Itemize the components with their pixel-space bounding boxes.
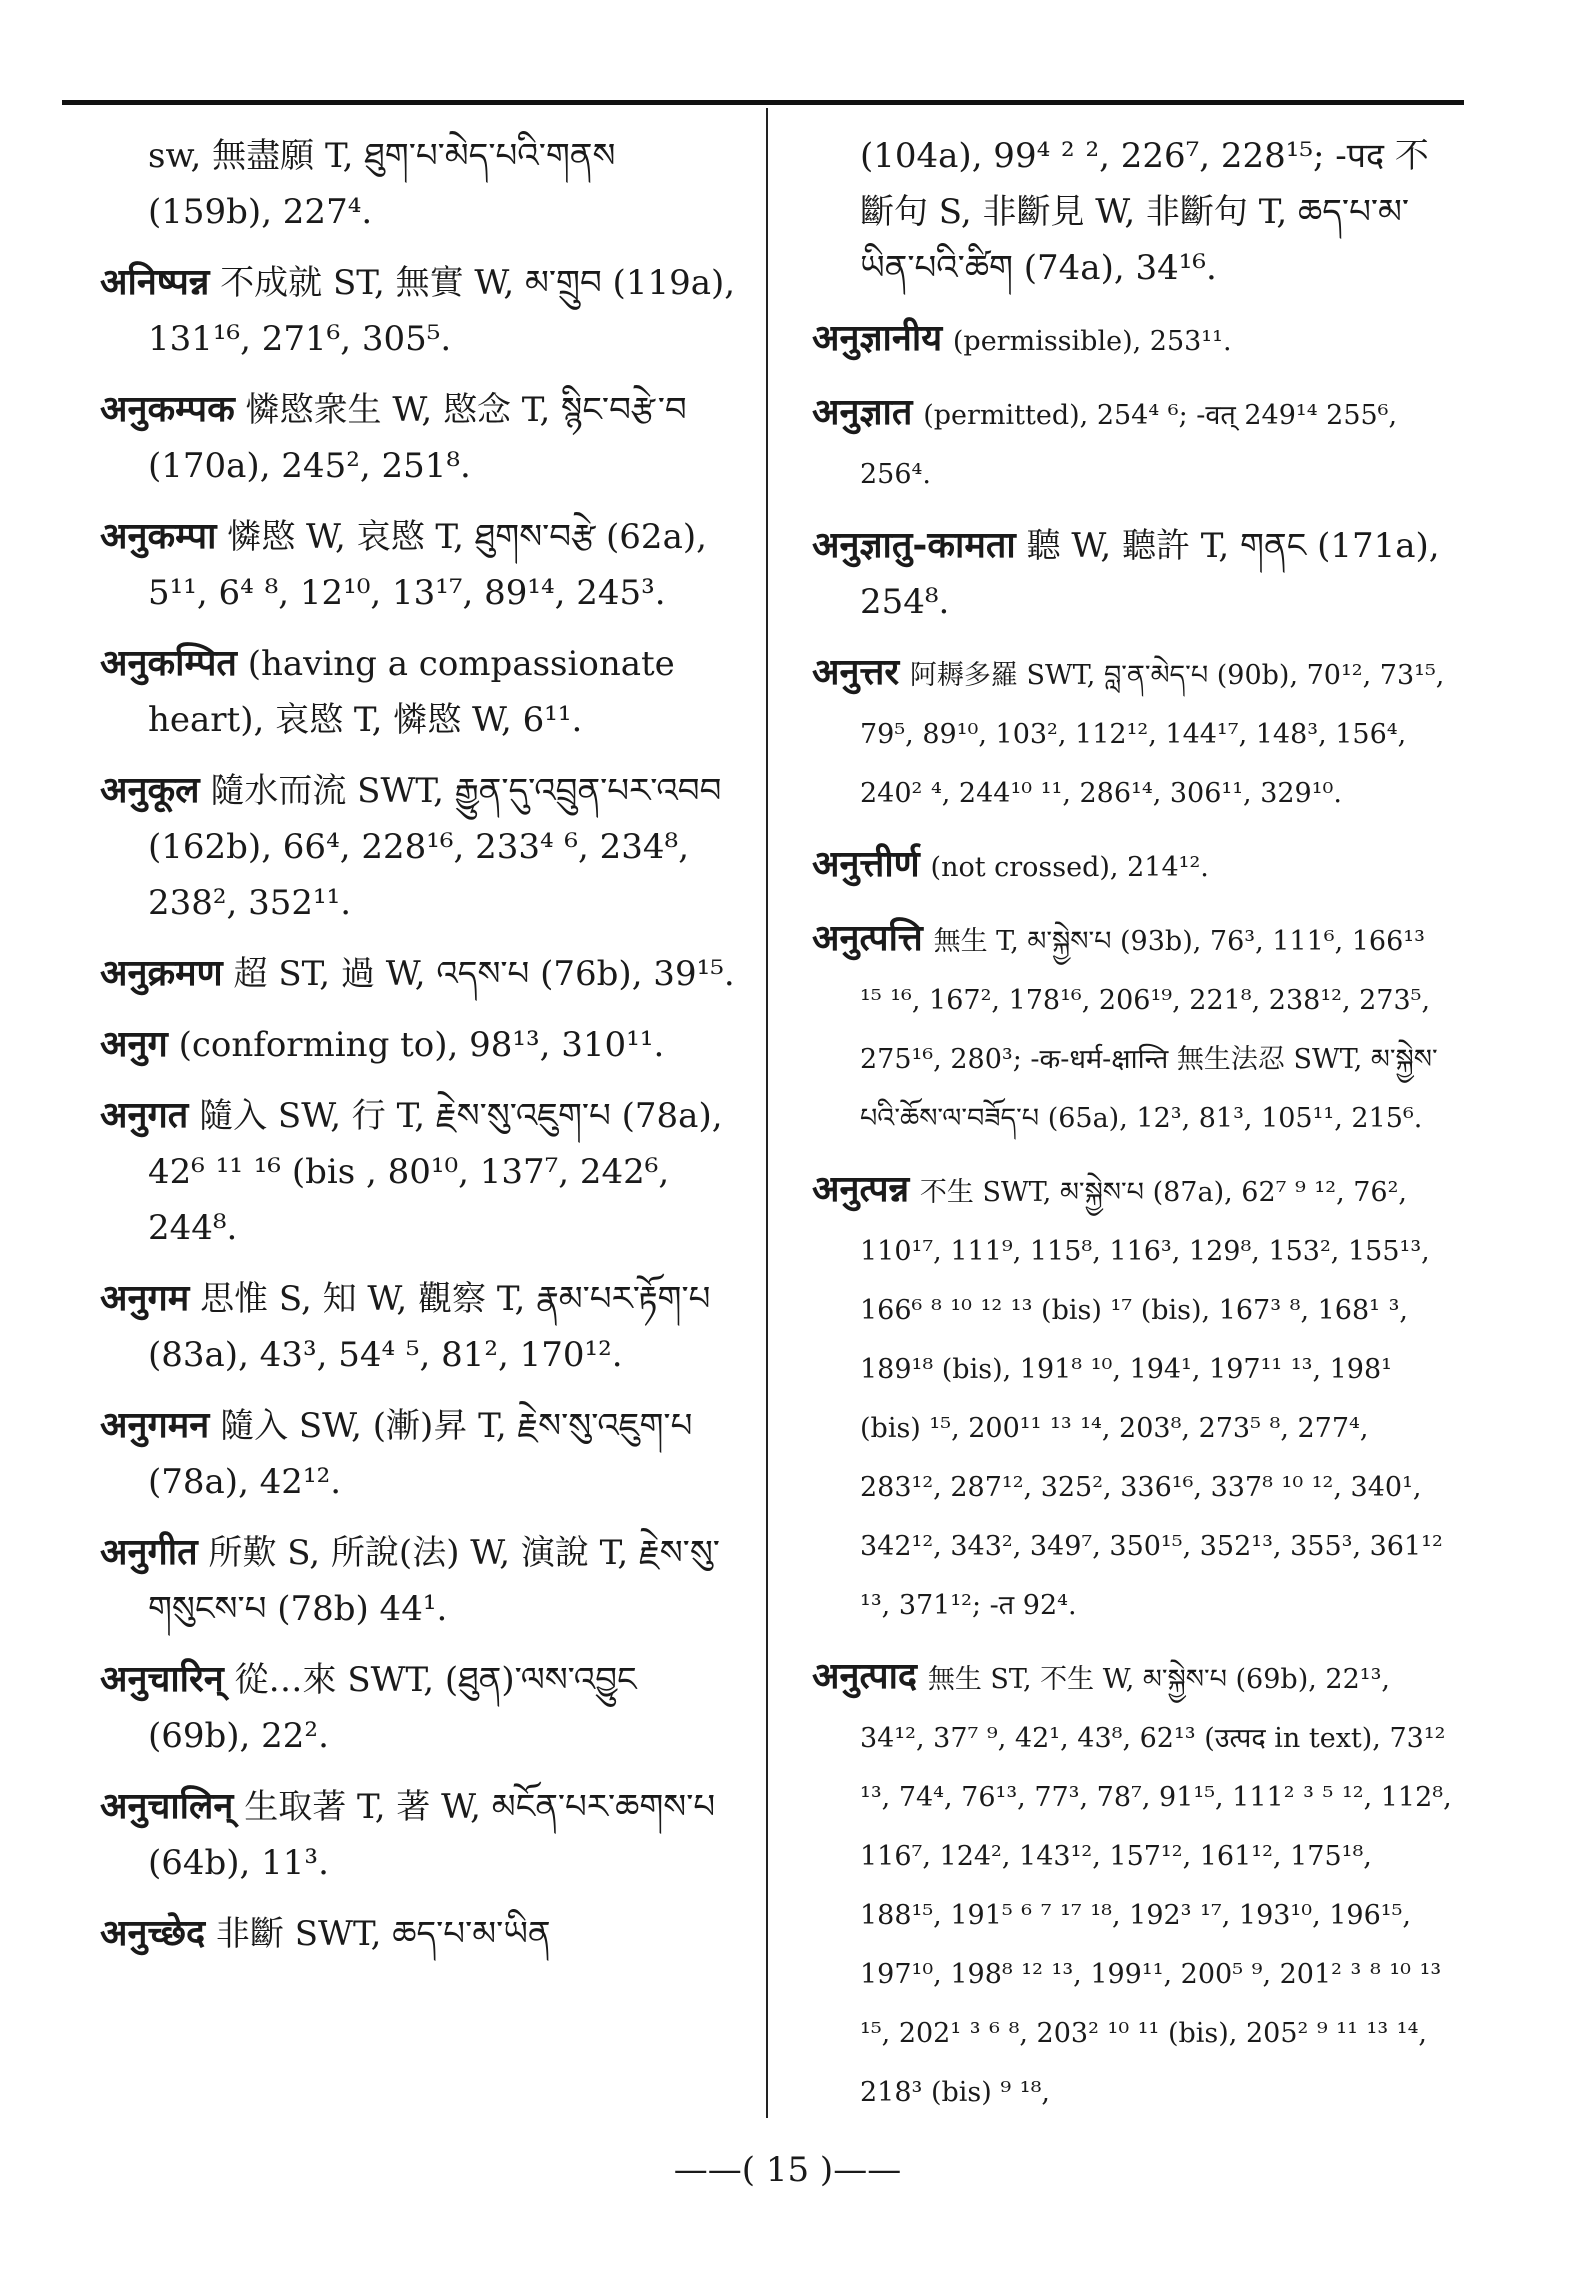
headword: अनुचारिन् bbox=[100, 1658, 224, 1700]
entry bbox=[100, 1397, 740, 1510]
entry-text: 不生 SWT, མ་སྐྱེས་པ (87a), 62⁷ ⁹ ¹², 76², 110¹⁷, 111⁹, 115⁸, 116³, 129⁸, 153², 155¹³, 166⁶ ⁸ ¹⁰ ¹² ¹³ (bis) ¹⁷ (bis), 167³ ⁸, 168¹ ³, 189¹⁸ (bis), 191⁸ ¹⁰, 194¹, 197¹¹ ¹³, 198¹ (bis) ¹⁵, 200¹¹ ¹³ ¹⁴, 203⁸, 273⁵ ⁸, 277⁴, 283¹², 287¹², 325², 336¹⁶, 337⁸ ¹⁰ ¹², 340¹, 342¹², 343², 349⁷, 350¹⁵, 352¹³, 355³, 361¹² ¹³, 371¹²; -त 92⁴. bbox=[860, 1177, 1443, 1621]
headword: अनुत्पन्न bbox=[812, 1168, 910, 1210]
entry bbox=[812, 310, 1452, 370]
entry bbox=[100, 1651, 740, 1764]
entry bbox=[812, 1648, 1452, 2121]
entry-text: 阿耨多羅 SWT, བླ་ན་མེད་པ (90b), 70¹², 73¹⁵, 79⁵, 89¹⁰, 103², 112¹², 144¹⁷, 148³, 156⁴, 240² ⁴, 244¹⁰ ¹¹, 286¹⁴, 306¹¹, 329¹⁰. bbox=[860, 660, 1445, 809]
entry bbox=[100, 762, 740, 931]
entry-text: (104a), 99⁴ ² ², 226⁷, 228¹⁵; -पद 不斷句 S, 非斷見 W, 非斷句 T, ཆད་པ་མ་ཡིན་པའི་ཚིག (74a), 34¹⁶. bbox=[860, 136, 1429, 288]
entry-text: (not crossed), 214¹². bbox=[930, 852, 1209, 883]
entry-text: (permitted), 254⁴ ⁶; -वत् 249¹⁴ 255⁶, 256⁴. bbox=[860, 400, 1398, 490]
headword: अनुगीत bbox=[100, 1531, 198, 1573]
entry-text: (permissible), 253¹¹. bbox=[952, 326, 1232, 357]
headword: अनुज्ञातु-कामता bbox=[812, 524, 1016, 566]
headword: अनुगत bbox=[100, 1094, 189, 1136]
entry-text: 所歎 S, 所說(法) W, 演說 T, རྗེས་སུ་གསུངས་པ (78b) 44¹. bbox=[148, 1533, 720, 1629]
headword: अनुज्ञात bbox=[812, 391, 913, 433]
entry bbox=[812, 836, 1452, 896]
headword: अनुकम्पा bbox=[100, 515, 217, 557]
entry-text: 隨入 SW, 行 T, རྗེས་སུ་འཇུག་པ (78a), 42⁶ ¹¹ ¹⁶ (bis , 80¹⁰, 137⁷, 242⁶, 244⁸. bbox=[148, 1096, 723, 1248]
entry bbox=[100, 1016, 740, 1073]
headword: अनुकम्पक bbox=[100, 388, 235, 430]
entry-text: (conforming to), 98¹³, 310¹¹. bbox=[178, 1025, 665, 1065]
headword: अनुत्पत्ति bbox=[812, 917, 923, 959]
headword: अनुक्रमण bbox=[100, 952, 223, 994]
headword: अनुच्छेद bbox=[100, 1912, 206, 1954]
entry bbox=[812, 910, 1452, 1147]
headword: अनुकूल bbox=[100, 769, 200, 811]
entry bbox=[812, 128, 1452, 296]
entry bbox=[100, 381, 740, 494]
entry bbox=[100, 508, 740, 621]
top-rule bbox=[62, 100, 1464, 105]
entry-text: 思惟 S, 知 W, 觀察 T, རྣམ་པར་རྟོག་པ (83a), 43³, 54⁴ ⁵, 81², 170¹². bbox=[148, 1279, 711, 1375]
entry bbox=[100, 1905, 740, 1962]
entry bbox=[812, 644, 1452, 822]
entry-text: 不成就 ST, 無實 W, མ་གྲུབ (119a), 131¹⁶, 271⁶, 305⁵. bbox=[148, 263, 736, 359]
entry-text: 憐愍 W, 哀愍 T, ཐུགས་བརྩེ (62a), 5¹¹, 6⁴ ⁸, 12¹⁰, 13¹⁷, 89¹⁴, 245³. bbox=[148, 517, 707, 613]
entry bbox=[100, 1778, 740, 1891]
headword: अनुचालिन् bbox=[100, 1785, 234, 1827]
headword: अनुग bbox=[100, 1023, 168, 1065]
entry bbox=[100, 254, 740, 367]
entry-text: 非斷 SWT, ཆད་པ་མ་ཡིན bbox=[215, 1914, 551, 1954]
headword: अनुकम्पित bbox=[100, 642, 237, 684]
entry-text: 從…來 SWT, (ཐུན)་ལས་འབྱུང (69b), 22². bbox=[148, 1660, 637, 1756]
page-number: ——( 15 )—— bbox=[673, 2150, 902, 2190]
entry bbox=[100, 128, 740, 240]
left-column bbox=[100, 128, 740, 1976]
entry-text: sw, 無盡願 T, ཐུག་པ་མེད་པའི་གནས (159b), 227⁴. bbox=[148, 136, 616, 232]
headword: अनुज्ञानीय bbox=[812, 317, 943, 359]
column-divider bbox=[766, 108, 768, 2118]
headword: अनिष्पन्न bbox=[100, 261, 210, 303]
entry bbox=[100, 945, 740, 1002]
entry bbox=[812, 517, 1452, 630]
entry bbox=[100, 1270, 740, 1383]
entry bbox=[812, 384, 1452, 503]
entry-text: 無生 T, མ་སྐྱེས་པ (93b), 76³, 111⁶, 166¹³ ¹⁵ ¹⁶, 167², 178¹⁶, 206¹⁹, 221⁸, 238¹², 273⁵, 275¹⁶, 280³; -क-धर्म-क्षान्ति 無生法忍 SWT, མ་སྐྱེས་པའི་ཆོས་ལ་བཟོད་པ (65a), 12³, 81³, 105¹¹, 215⁶. bbox=[860, 926, 1438, 1134]
right-column bbox=[812, 128, 1452, 2135]
entry bbox=[100, 635, 740, 748]
headword: अनुत्तर bbox=[812, 651, 900, 693]
entry-text: (having a compassionate heart), 哀愍 T, 憐愍 W, 6¹¹. bbox=[148, 644, 675, 740]
entry-text: 無生 ST, 不生 W, མ་སྐྱེས་པ (69b), 22¹³, 34¹², 37⁷ ⁹, 42¹, 43⁸, 62¹³ (उत्पद in text), 73¹² ¹³, 74⁴, 76¹³, 77³, 78⁷, 91¹⁵, 111² ³ ⁵ ¹², 112⁸, 116⁷, 124², 143¹², 157¹², 161¹², 175¹⁸, 188¹⁵, 191⁵ ⁶ ⁷ ¹⁷ ¹⁸, 192³ ¹⁷, 193¹⁰, 196¹⁵, 197¹⁰, 198⁸ ¹² ¹³, 199¹¹, 200⁵ ⁹, 201² ³ ⁸ ¹⁰ ¹³ ¹⁵, 202¹ ³ ⁶ ⁸, 203² ¹⁰ ¹¹ (bis), 205² ⁹ ¹¹ ¹³ ¹⁴, 218³ (bis) ⁹ ¹⁸, bbox=[860, 1664, 1452, 2108]
headword: अनुगमन bbox=[100, 1404, 210, 1446]
entry-text: 聽 W, 聽許 T, གནང (171a), 254⁸. bbox=[860, 526, 1440, 622]
entry-text: 隨水而流 SWT, རྒྱུན་དུ་འབྲུན་པར་འབབ (162b), 66⁴, 228¹⁶, 233⁴ ⁶, 234⁸, 238², 352¹¹. bbox=[148, 771, 722, 923]
entry bbox=[812, 1161, 1452, 1634]
headword: अनुगम bbox=[100, 1277, 190, 1319]
entry-text: 超 ST, 過 W, འདས་པ (76b), 39¹⁵. bbox=[233, 954, 735, 994]
headword: अनुत्पाद bbox=[812, 1655, 918, 1697]
entry bbox=[100, 1087, 740, 1256]
entry-text: 生取著 T, 著 W, མངོན་པར་ཆགས་པ (64b), 11³. bbox=[148, 1787, 716, 1883]
entry-text: 憐愍衆生 W, 愍念 T, སྙིང་བརྩེ་བ (170a), 245², 251⁸. bbox=[148, 390, 687, 486]
entry-text: 隨入 SW, (漸)昇 T, རྗེས་སུ་འཇུག་པ (78a), 42¹². bbox=[148, 1406, 693, 1502]
entry bbox=[100, 1524, 740, 1637]
headword: अनुत्तीर्ण bbox=[812, 843, 920, 885]
